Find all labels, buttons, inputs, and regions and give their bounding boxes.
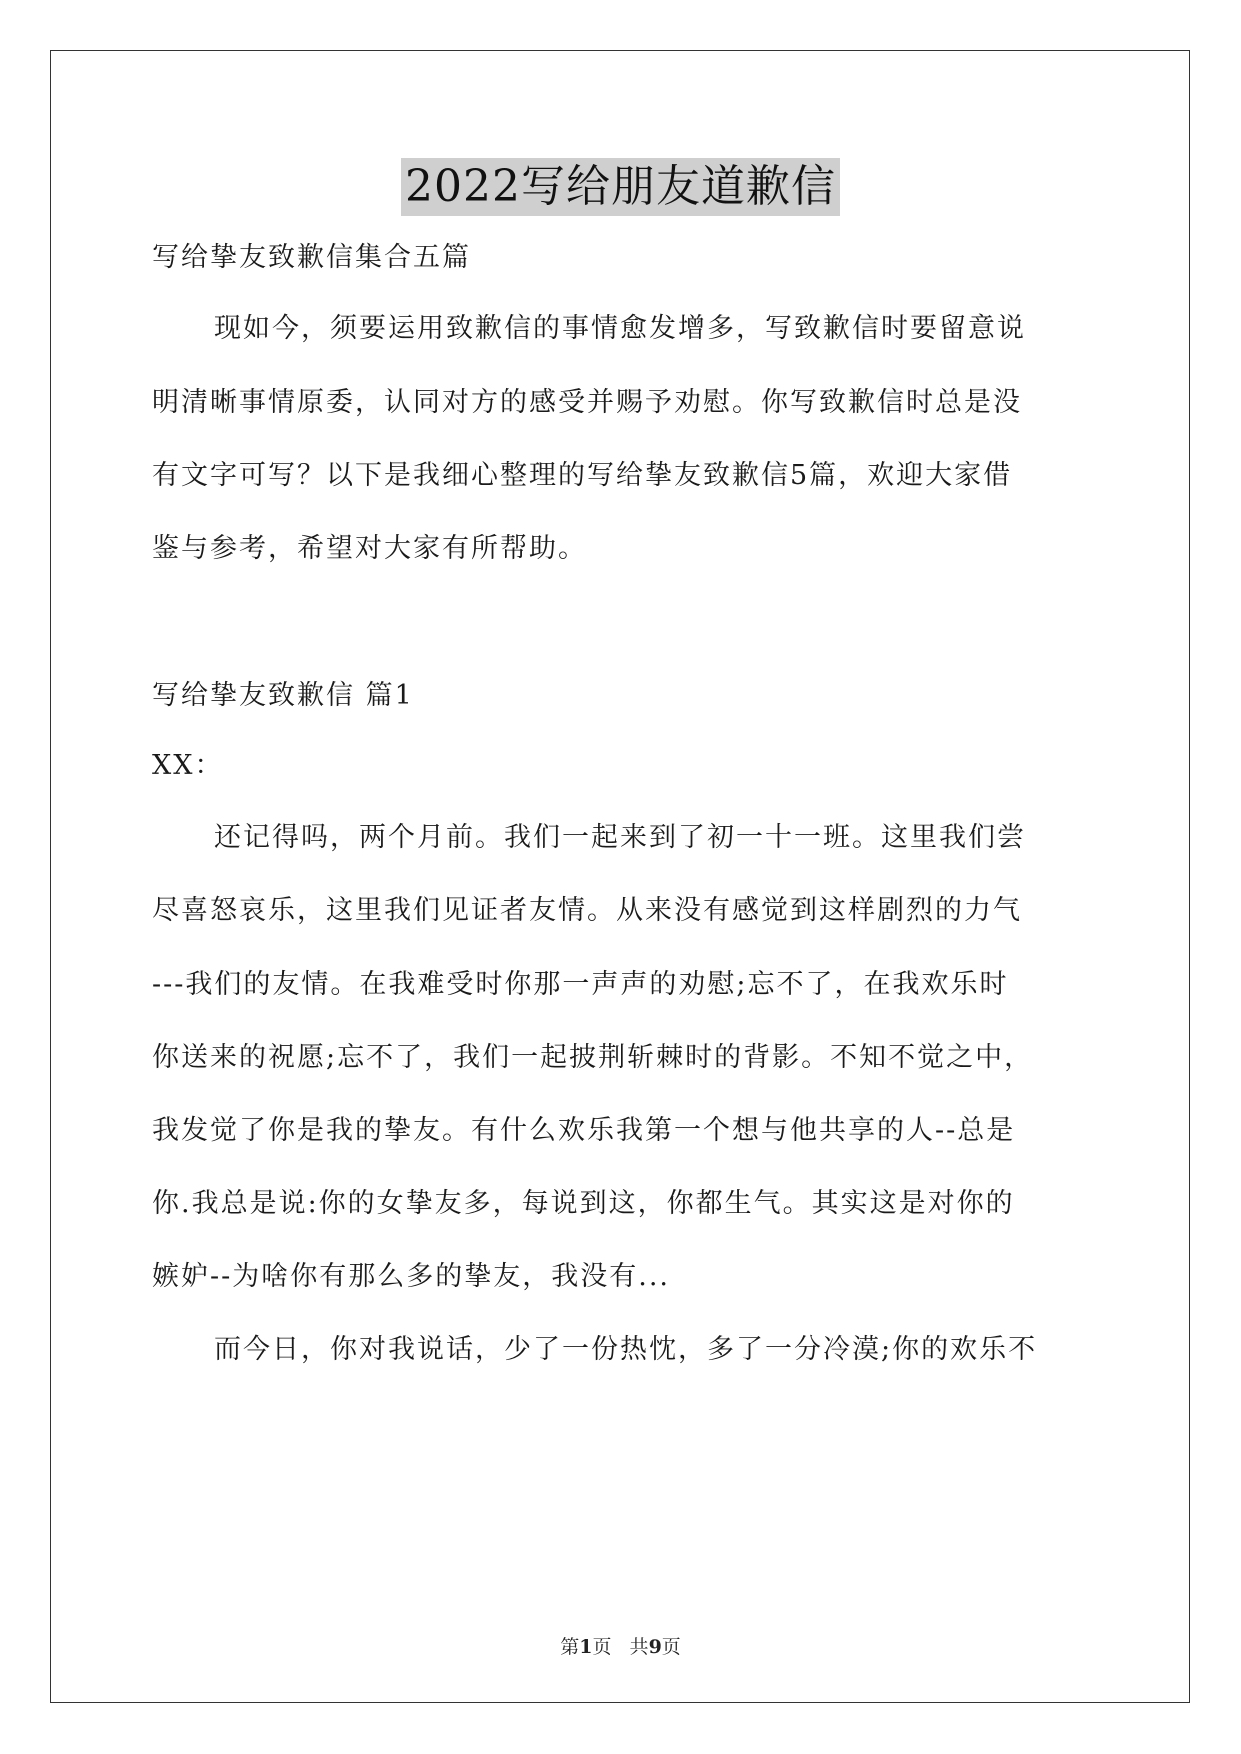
footer-prefix: 第: [560, 1636, 580, 1658]
page-border: [50, 50, 1190, 1703]
letter-line: 而今日，你对我说话，少了一份热忱，多了一分冷漠;你的欢乐不: [214, 1334, 1038, 1365]
intro-line: 有文字可写？以下是我细心整理的写给挚友致歉信5篇，欢迎大家借: [152, 460, 1013, 491]
page-footer: [0, 1632, 1241, 1659]
letter-line: 你.我总是说:你的女挚友多，每说到这，你都生气。其实这是对你的: [152, 1188, 1015, 1219]
title-container: [0, 158, 1241, 216]
footer-middle: 页 共: [592, 1636, 649, 1658]
section-heading: 写给挚友致歉信 篇1: [152, 680, 414, 711]
letter-line: ---我们的友情。在我难受时你那一声声的劝慰;忘不了，在我欢乐时: [152, 969, 1009, 1000]
intro-line: 鉴与参考，希望对大家有所帮助。: [152, 533, 587, 564]
subtitle: 写给挚友致歉信集合五篇: [152, 242, 471, 273]
intro-line: 明清晰事情原委，认同对方的感受并赐予劝慰。你写致歉信时总是没: [152, 387, 1022, 418]
letter-line: 尽喜怒哀乐，这里我们见证者友情。从来没有感觉到这样剧烈的力气: [152, 895, 1022, 926]
salutation: XX：: [152, 750, 224, 781]
letter-line: 还记得吗，两个月前。我们一起来到了初一十一班。这里我们尝: [214, 822, 1026, 853]
total-page-count: 9: [648, 1636, 662, 1658]
current-page-number: 1: [579, 1636, 593, 1658]
intro-line: 现如今，须要运用致歉信的事情愈发增多，写致歉信时要留意说: [214, 313, 1026, 344]
letter-line: 你送来的祝愿;忘不了，我们一起披荆斩棘时的背影。不知不觉之中，: [152, 1042, 1034, 1073]
footer-suffix: 页: [661, 1636, 681, 1658]
document-title: 2022写给朋友道歉信: [401, 158, 840, 216]
letter-line: 我发觉了你是我的挚友。有什么欢乐我第一个想与他共享的人--总是: [152, 1115, 1016, 1146]
letter-line: 嫉妒--为啥你有那么多的挚友，我没有...: [152, 1261, 670, 1292]
